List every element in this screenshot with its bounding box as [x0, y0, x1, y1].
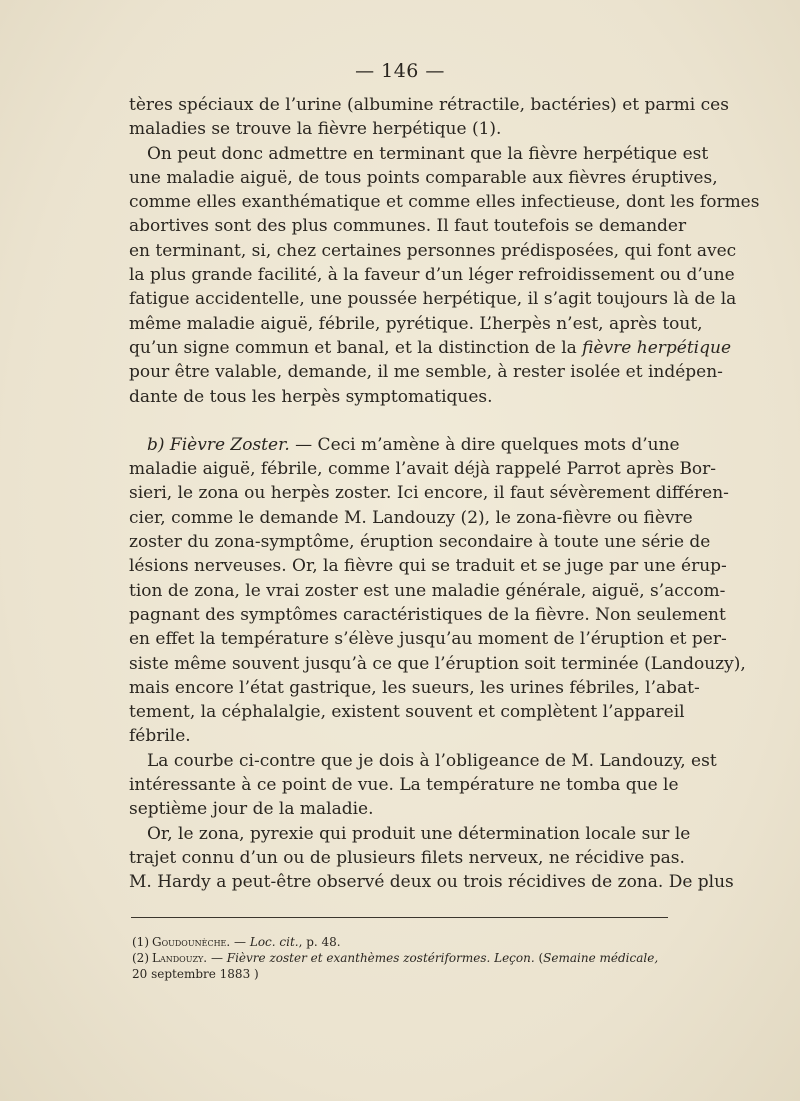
text-fragment: — Ceci m’amène à dire quelques mots d’une — [295, 434, 680, 455]
footnote-author: Goudounèche. — [152, 935, 231, 949]
text-line: M. Hardy a peut-être observé deux ou trois récidives de zona. De plus — [129, 872, 734, 893]
text-line: tement, la céphalalgie, existent souvent et complètent l’appareil — [129, 702, 685, 723]
text-line: cier, comme le demande M. Landouzy (2), le zona-fièvre ou fièvre — [129, 507, 693, 528]
text-line: lésions nerveuses. Or, la fièvre qui se traduit et se juge par une érup- — [129, 556, 727, 577]
text-line: septième jour de la maladie. — [129, 799, 374, 820]
footnote-2 — [132, 950, 672, 966]
text-line: fébrile. — [129, 726, 191, 747]
footnotes — [132, 934, 672, 982]
text-line: une maladie aiguë, de tous points comparable aux fièvres éruptives, — [129, 167, 718, 188]
text-line: la plus grande facilité, à la faveur d’un léger refroidissement ou d’une — [129, 265, 735, 286]
footnote-journal: Semaine médicale, — [543, 951, 659, 965]
footnote-1 — [132, 934, 672, 950]
footnote-mark: (2) — [132, 951, 149, 965]
section-heading: Fièvre Zoster. — [169, 434, 290, 455]
body-text — [129, 93, 760, 895]
footnote-rule — [131, 917, 668, 918]
text-line: tion de zona, le vrai zoster est une maladie générale, aiguë, s’accom- — [129, 580, 726, 601]
text-line: pagnant des symptômes caractéristiques de la fièvre. Non seulement — [129, 604, 726, 625]
text-line: maladie aiguë, fébrile, comme l’avait déjà rappelé Parrot après Bor- — [129, 459, 717, 480]
footnote-dash: — — [207, 951, 227, 965]
text-line-with-emphasis — [129, 336, 732, 360]
text-line: même maladie aiguë, fébrile, pyrétique. L’herpès n’est, après tout, — [129, 313, 703, 334]
text-line: abortives sont des plus communes. Il faut toutefois se demander — [129, 216, 687, 237]
text-line: Or, le zona, pyrexie qui produit une détermination locale sur le — [147, 823, 691, 844]
text-line: en effet la température s’élève jusqu’au moment de l’éruption et per- — [129, 629, 727, 650]
footnote-author: Landouzy. — [152, 951, 208, 965]
footnote-2-continuation: 20 septembre 1883 ) — [132, 967, 259, 981]
text-line: en terminant, si, chez certaines personnes prédisposées, qui font avec — [129, 240, 737, 261]
text-line: mais encore l’état gastrique, les sueurs, les urines fébriles, l’abat- — [129, 677, 700, 698]
text-line: fatigue accidentelle, une poussée herpétique, il s’agit toujours là de la — [129, 289, 737, 310]
text-line: siste même souvent jusqu’à ce que l’éruption soit terminée (Landouzy), — [129, 653, 746, 674]
text-line: sieri, le zona ou herpès zoster. Ici encore, il faut sévèrement différen- — [129, 483, 729, 504]
text-line: La courbe ci-contre que je dois à l’obligeance de M. Landouzy, est — [147, 750, 717, 771]
text-line: pour être valable, demande, il me semble, à rester isolée et indépen- — [129, 362, 723, 383]
text-line: dante de tous les herpès symptomatiques. — [129, 386, 493, 407]
text-line: maladies se trouve la fièvre herpétique (1). — [129, 119, 502, 140]
section-marker: b) — [147, 434, 165, 455]
text-line: zoster du zona-symptôme, éruption secondaire à toute une série de — [129, 532, 711, 553]
text-line: intéressante à ce point de vue. La température ne tomba que le — [129, 775, 679, 796]
footnote-reference: Loc. cit. — [249, 935, 299, 949]
text-fragment: qu’un signe commun et banal, et la distinction de la — [129, 337, 577, 358]
footnote-paren: ( — [534, 951, 544, 965]
footnote-mark: (1) — [132, 935, 149, 949]
text-line: comme elles exanthématique et comme elles infectieuse, dont les formes — [129, 192, 760, 213]
footnote-page: , p. 48. — [298, 935, 341, 949]
text-line: tères spéciaux de l’urine (albumine rétractile, bactéries) et parmi ces — [129, 95, 729, 115]
page-number: — 146 — — [355, 60, 445, 82]
emphasized-term: fièvre herpétique — [582, 337, 732, 358]
paragraph-gap — [129, 409, 670, 433]
section-heading-line — [129, 433, 680, 457]
text-line: trajet connu d’un ou de plusieurs filets nerveux, ne récidive pas. — [129, 847, 685, 868]
footnote-title: Fièvre zoster et exanthèmes zostériformes. Leçon. — [226, 951, 535, 965]
text-line: On peut donc admettre en terminant que la fièvre herpétique est — [147, 143, 709, 164]
footnote-dash: — — [230, 935, 250, 949]
